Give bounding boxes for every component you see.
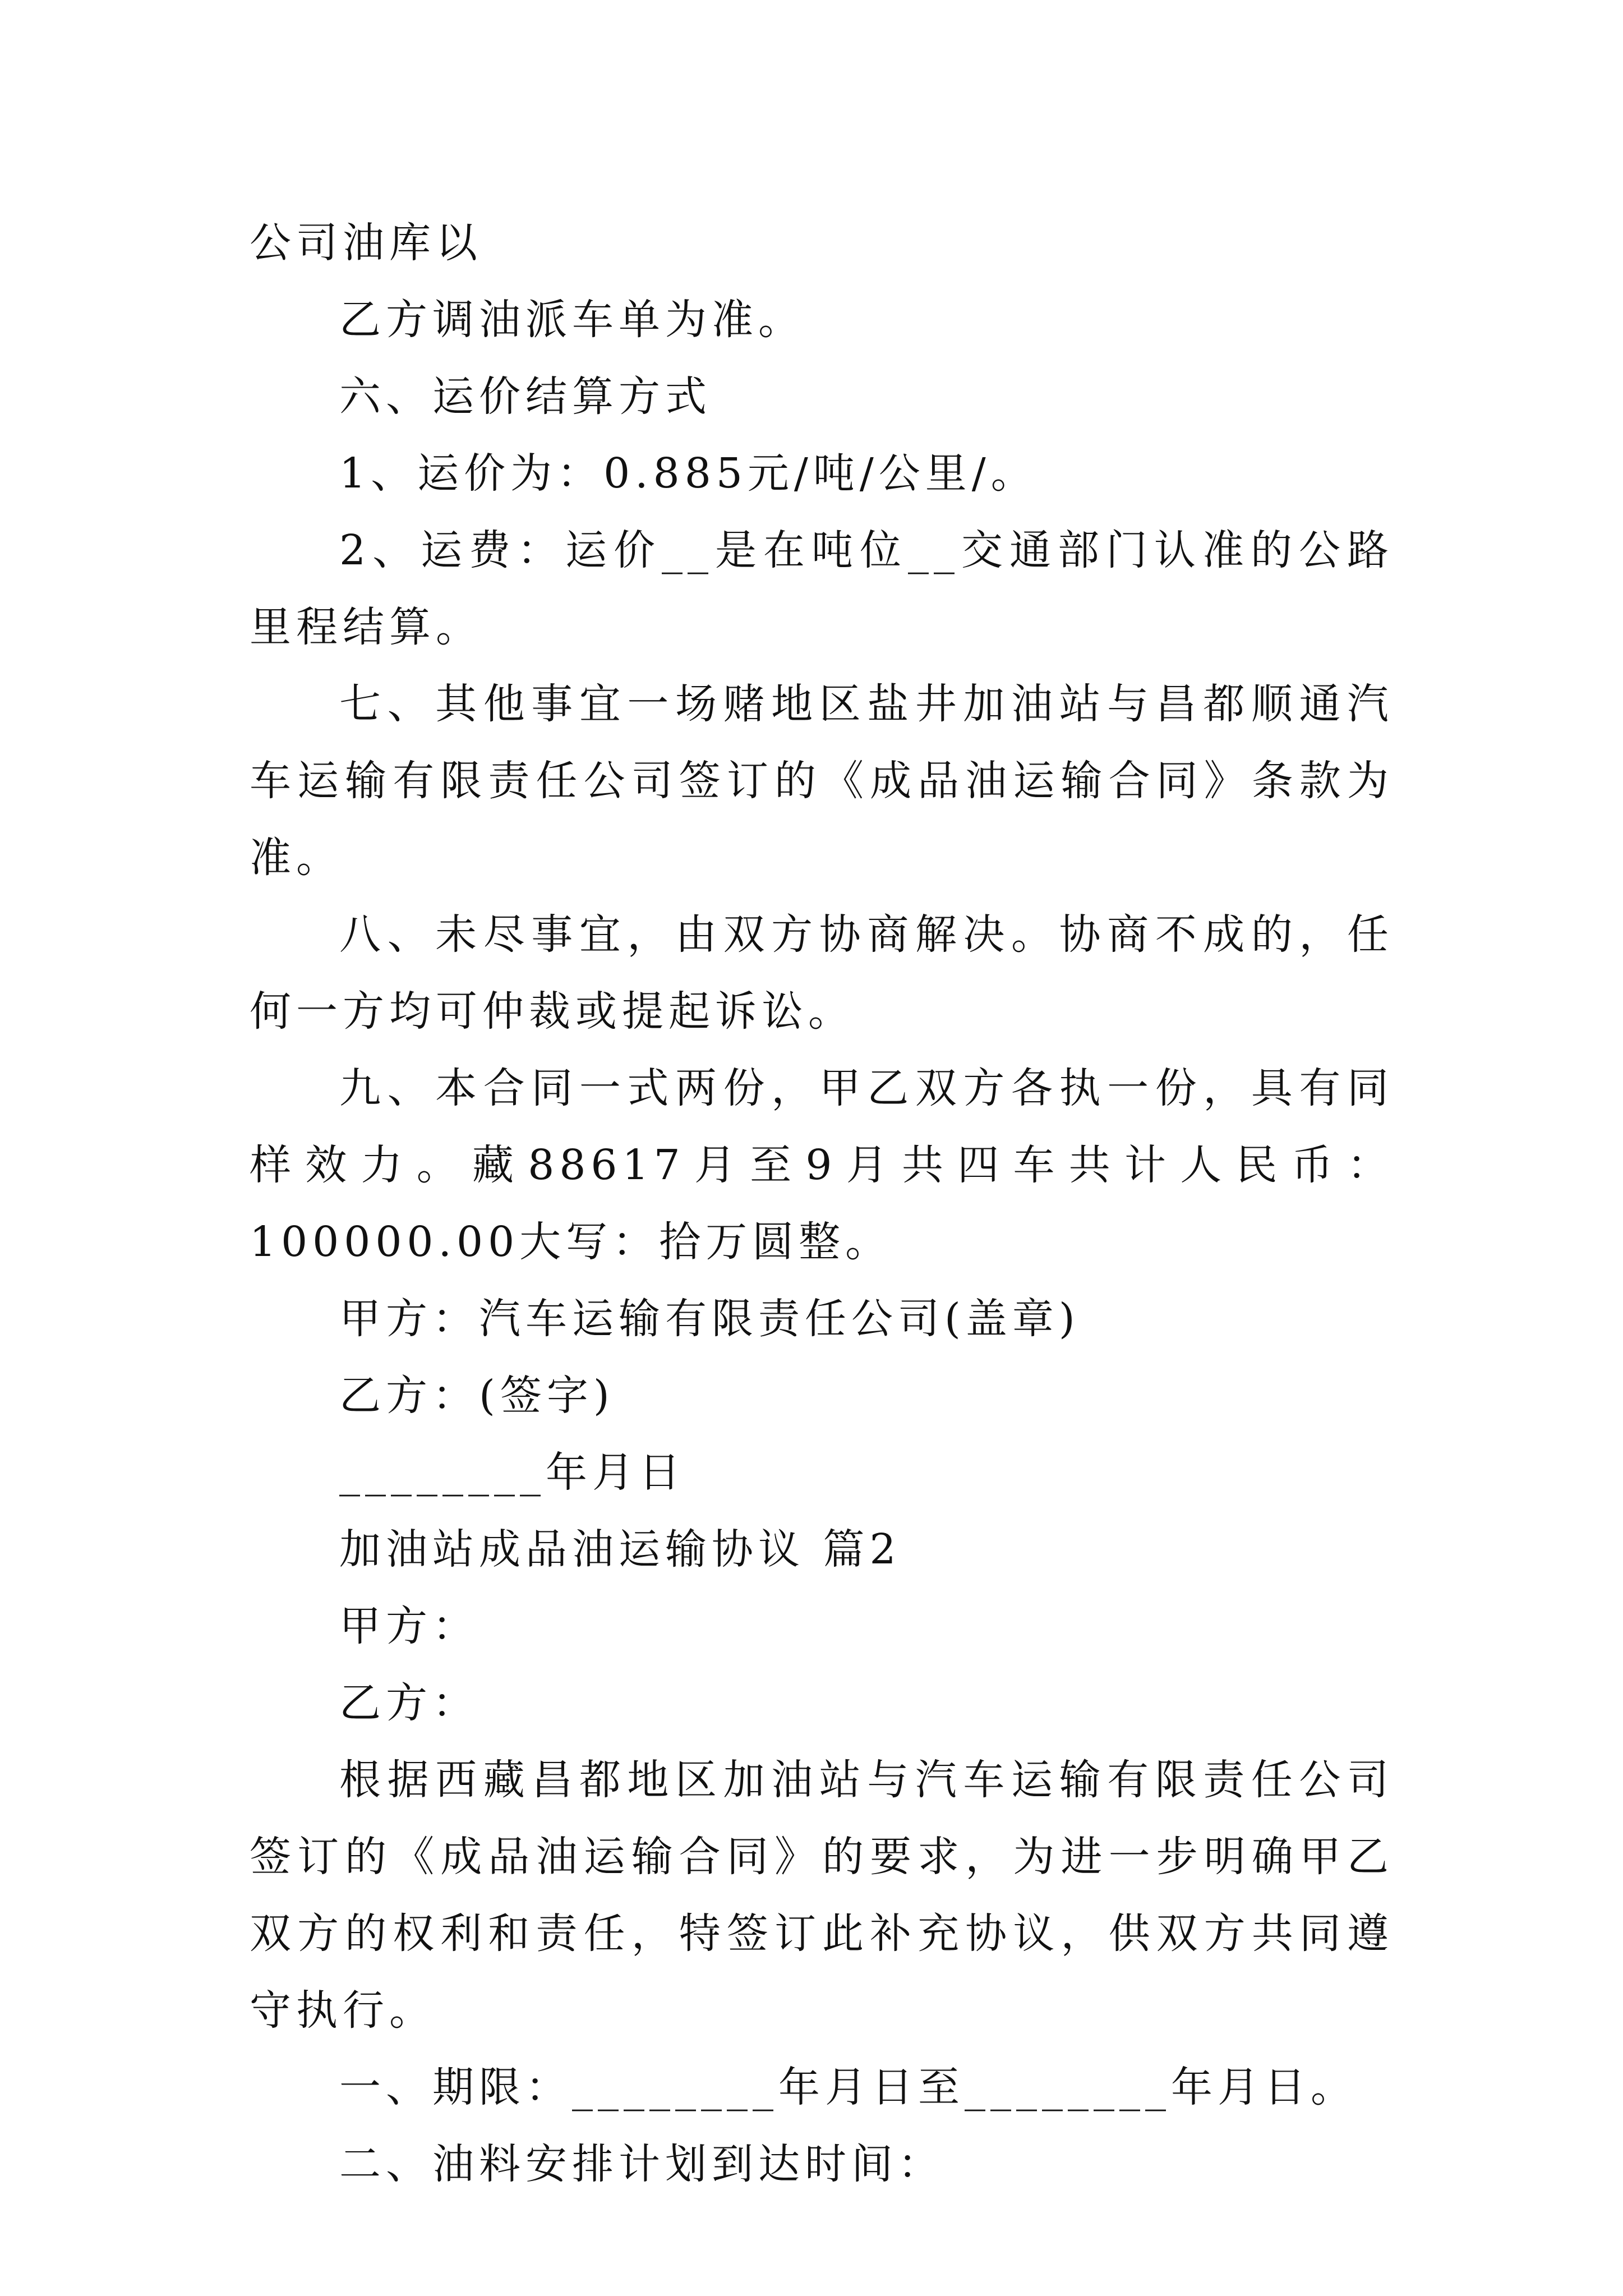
document-title-part-2: 加油站成品油运输协议 篇2 <box>339 1525 901 1573</box>
paragraph-dispatch-note: 乙方调油派车单为准。 <box>339 296 805 344</box>
section-unresolved-matters: 八、未尽事宜，由双方协商解决。协商不成的，任何一方均可仲裁或提起诉讼。 <box>250 910 1394 1036</box>
signature-party-a: 甲方：汽车运输有限责任公司(盖章) <box>339 1295 1080 1343</box>
party-a-label: 甲方： <box>339 1602 479 1650</box>
clause-freight-rate: 1、运价为：0.885元/吨/公里/。 <box>339 449 1038 498</box>
clause-schedule: 二、油料安排计划到达时间： <box>339 2140 944 2188</box>
party-b-label: 乙方： <box>339 1679 479 1727</box>
signature-date: ________年月日 <box>339 1448 685 1497</box>
section-copies-and-total: 九、本合同一式两份，甲乙双方各执一份，具有同样效力。藏88617月至9月共四车共计人民币：100000.00大写：拾万圆整。 <box>250 1064 1394 1266</box>
document-body <box>250 205 1394 2203</box>
paragraph-preamble: 根据西藏昌都地区加油站与汽车运输有限责任公司签订的《成品油运输合同》的要求，为进一步明确甲乙双方的权利和责任，特签订此补充协议，供双方共同遵守执行。 <box>250 1756 1394 2035</box>
section-other-matters: 七、其他事宜一场赌地区盐井加油站与昌都顺通汽车运输有限责任公司签订的《成品油运输合同》条款为准。 <box>250 680 1394 882</box>
clause-term: 一、期限：________年月日至________年月日。 <box>339 2063 1357 2111</box>
clause-freight-fee: 2、运费：运价__是在吨位__交通部门认准的公路里程结算。 <box>250 526 1394 651</box>
section-heading-freight-settlement: 六、运价结算方式 <box>339 372 712 421</box>
signature-party-b: 乙方：(签字) <box>339 1372 615 1420</box>
paragraph-continuation: 公司油库以 <box>250 219 482 267</box>
